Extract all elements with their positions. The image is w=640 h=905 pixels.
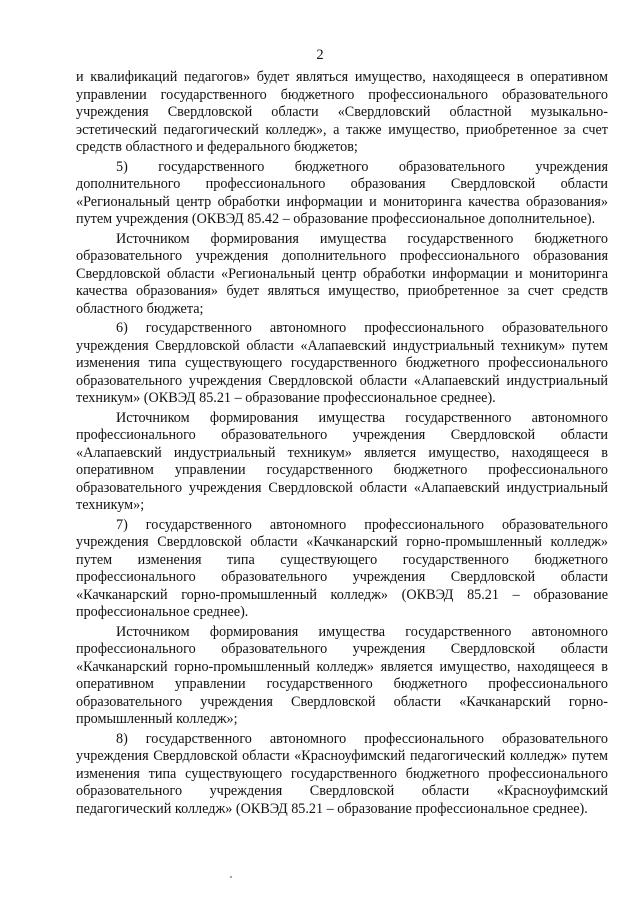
paragraph-item-7: 7) государственного автономного профессионального образовательного учреждения Свердловской области «Качканарский горно-промышленный колледж» путем изменения типа существующего государственного бюджетного профессионального образовательного учреждения Свердловской области «Качканарский горно-промышленный колледж» (ОКВЭД 85.21 – образование профессиональное среднее). bbox=[76, 516, 608, 620]
paragraph-item-5: 5) государственного бюджетного образовательного учреждения дополнительного профессионального образования Свердловской области «Региональный центр обработки информации и мониторинга качества образования» путем учреждения (ОКВЭД 85.42 – образование профессиональное дополнительное). bbox=[76, 158, 608, 227]
scan-artifact-dot bbox=[230, 876, 232, 878]
paragraph-property-source-7: Источником формирования имущества государственного автономного профессионального образовательного учреждения Свердловской области «Качканарский горно-промышленный колледж» является имущество, находящееся в оперативном управлении государственного бюджетного профессионального образовательного учреждения Свердловской области «Качканарский горно-промышленный колледж»; bbox=[76, 623, 608, 727]
document-body bbox=[76, 69, 608, 820]
paragraph-continuation: и квалификаций педагогов» будет являться имущество, находящееся в оперативном управлении государственного бюджетного профессионального образовательного учреждения Свердловской области «Свердловский областной музыкально-эстетический педагогический колледж», а также имущество, приобретенное за счет средств областного и федерального бюджетов; bbox=[76, 69, 608, 155]
paragraph-property-source-5: Источником формирования имущества государственного бюджетного образовательного учреждения дополнительного профессионального образования Свердловской области «Региональный центр обработки информации и мониторинга качества образования» будет являться имущество, приобретенное за счет средств областного бюджета; bbox=[76, 230, 608, 317]
paragraph-item-6: 6) государственного автономного профессионального образовательного учреждения Свердловской области «Алапаевский индустриальный техникум» путем изменения типа существующего государственного бюджетного профессионального образовательного учреждения Свердловской области «Алапаевский индустриальный техникум» (ОКВЭД 85.21 – образование профессиональное среднее). bbox=[76, 320, 608, 406]
paragraph-property-source-6: Источником формирования имущества государственного автономного профессионального образовательного учреждения Свердловской области «Алапаевский индустриальный техникум» является имущество, находящееся в оперативном управлении государственного бюджетного профессионального образовательного учреждения Свердловской области «Алапаевский индустриальный техникум»; bbox=[76, 409, 608, 513]
page-number: 2 bbox=[316, 47, 324, 63]
paragraph-item-8: 8) государственного автономного профессионального образовательного учреждения Свердловской области «Красноуфимский педагогический колледж» путем изменения типа существующего государственного бюджетного профессионального образовательного учреждения Свердловской области «Красноуфимский педагогический колледж» (ОКВЭД 85.21 – образование профессиональное среднее). bbox=[76, 730, 608, 817]
